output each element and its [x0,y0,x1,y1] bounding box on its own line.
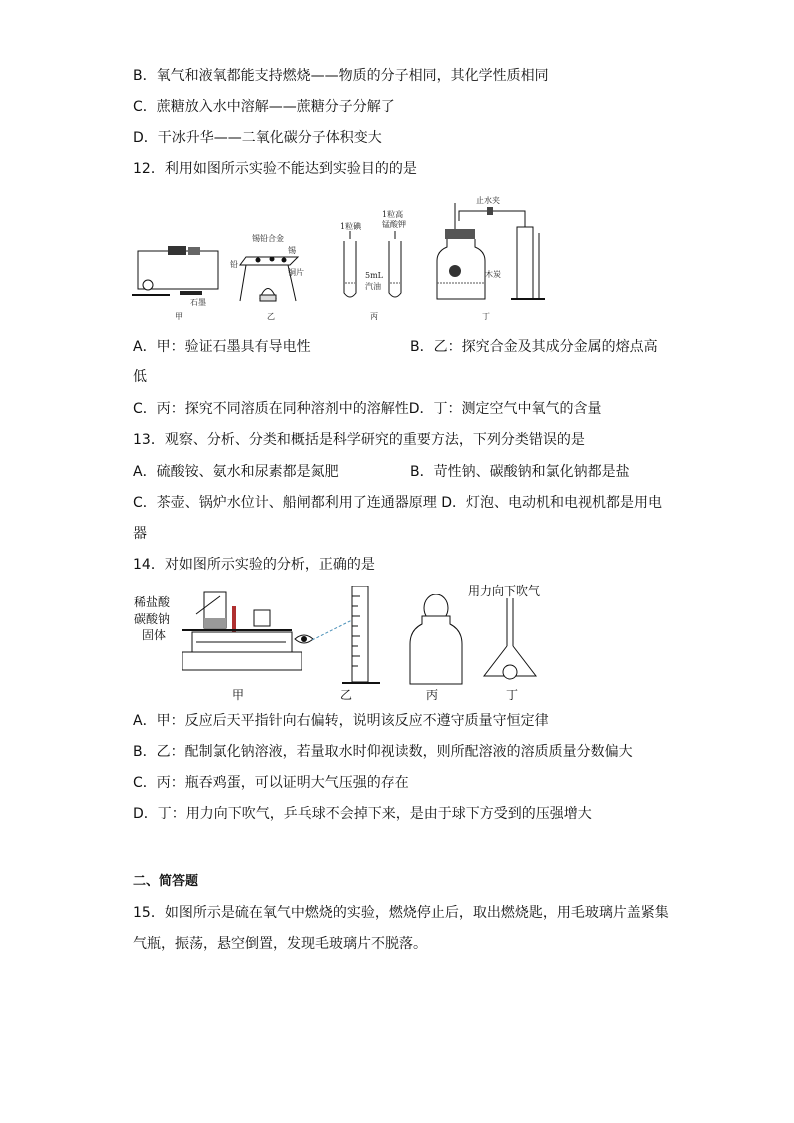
q14-fig-jia-balance [182,588,302,684]
q12-fig-ding-label-clamp: 止水夹 [476,196,500,205]
q12-fig-ding-apparatus [435,203,550,303]
q14-stem: 14．对如图所示实验的分析，正确的是 [133,557,375,573]
q11-option-b: B．氧气和液氧都能支持燃烧——物质的分子相同，其化学性质相同 [133,68,549,84]
q12-fig-bing-label-iodine: 1粒碘 [340,222,362,231]
q15-stem-cont: 气瓶，振荡，悬空倒置，发现毛玻璃片不脱落。 [133,936,427,952]
q12-fig-bing-label-kmno4-1: 1粒高 [382,210,404,219]
q14-option-b: B．乙：配制氯化钠溶液，若量取水时仰视读数，则所配溶液的溶质质量分数偏大 [133,744,633,760]
q12-fig-yi-label-copper: 铜片 [288,268,304,277]
q12-option-a: A．甲：验证石墨具有导电性 [133,339,311,355]
q12-fig-ding-caption: 丁 [482,312,490,321]
q12-fig-bing-caption: 丙 [370,312,378,321]
q12-fig-ding-label-charcoal: 木炭 [485,270,501,279]
q11-option-d: D．干冰升华——二氧化碳分子体积变大 [133,130,382,146]
q12-fig-yi-caption: 乙 [267,312,275,321]
q14-option-a: A．甲：反应后天平指针向右偏转，说明该反应不遵守质量守恒定律 [133,713,549,729]
q12-fig-yi-label-lead: 铅 [230,260,238,269]
section-heading: 二、简答题 [133,874,199,889]
q14-fig-ding-funnel [480,598,540,684]
q14-fig-ding-label-blow: 用力向下吹气 [468,584,541,598]
q12-fig-yi-label-alloy: 锡铅合金 [252,234,284,243]
q14-fig-bing-bottle [408,594,464,686]
q14-option-d: D．丁：用力向下吹气，乒乓球不会掉下来，是由于球下方受到的压强增大 [133,806,592,822]
q13-option-b: B．苛性钠、碳酸钠和氯化钠都是盐 [410,464,630,480]
q14-fig-jia-label-acid: 稀盐酸 [134,595,171,609]
q12-fig-yi-apparatus [238,243,308,305]
q14-fig-jia-label-carbonate: 碳酸钠 [134,612,171,626]
q14-fig-ding-caption: 丁 [506,688,519,702]
q12-fig-jia-caption: 甲 [175,312,183,321]
q11-option-c: C．蔗糖放入水中溶解——蔗糖分子分解了 [133,99,395,115]
q12-option-b-cont: 低 [133,369,147,385]
q12-fig-yi-label-tin: 锡 [288,246,296,255]
q12-fig-bing-tubes [340,231,410,303]
q12-option-b: B．乙：探究合金及其成分金属的熔点高 [410,339,658,355]
q12-stem: 12．利用如图所示实验不能达到实验目的的是 [133,161,417,177]
q13-stem: 13．观察、分析、分类和概括是科学研究的重要方法，下列分类错误的是 [133,432,585,448]
q13-option-a: A．硫酸铵、氨水和尿素都是氮肥 [133,464,339,480]
q12-option-cd: C．丙：探究不同溶质在同种溶剂中的溶解性D．丁：测定空气中氧气的含量 [133,401,602,417]
q12-fig-bing-label-gasoline: 汽油 [365,282,381,291]
q14-fig-jia-caption: 甲 [232,688,245,702]
q14-option-c: C．丙：瓶吞鸡蛋，可以证明大气压强的存在 [133,775,409,791]
q12-figure [130,195,550,325]
q12-fig-bing-label-volume: 5mL [365,271,383,280]
q12-fig-jia-label-graphite: 石墨 [190,298,206,307]
q13-option-cd: C．茶壶、锅炉水位计、船闸都利用了连通器原理 D．灯泡、电动机和电视机都是用电 [133,495,663,511]
q14-fig-bing-caption: 丙 [426,688,439,702]
q14-fig-jia-label-solid: 固体 [142,628,167,642]
q12-fig-jia-circuit [130,245,225,300]
q13-option-cd-cont: 器 [133,526,147,542]
q14-figure [130,580,570,705]
q15-stem: 15．如图所示是硫在氧气中燃烧的实验，燃烧停止后，取出燃烧匙，用毛玻璃片盖紧集 [133,905,669,921]
q12-fig-bing-label-kmno4-2: 锰酸钾 [382,220,406,229]
q14-fig-yi-caption: 乙 [340,688,353,702]
q14-fig-yi-cylinder [340,586,384,686]
